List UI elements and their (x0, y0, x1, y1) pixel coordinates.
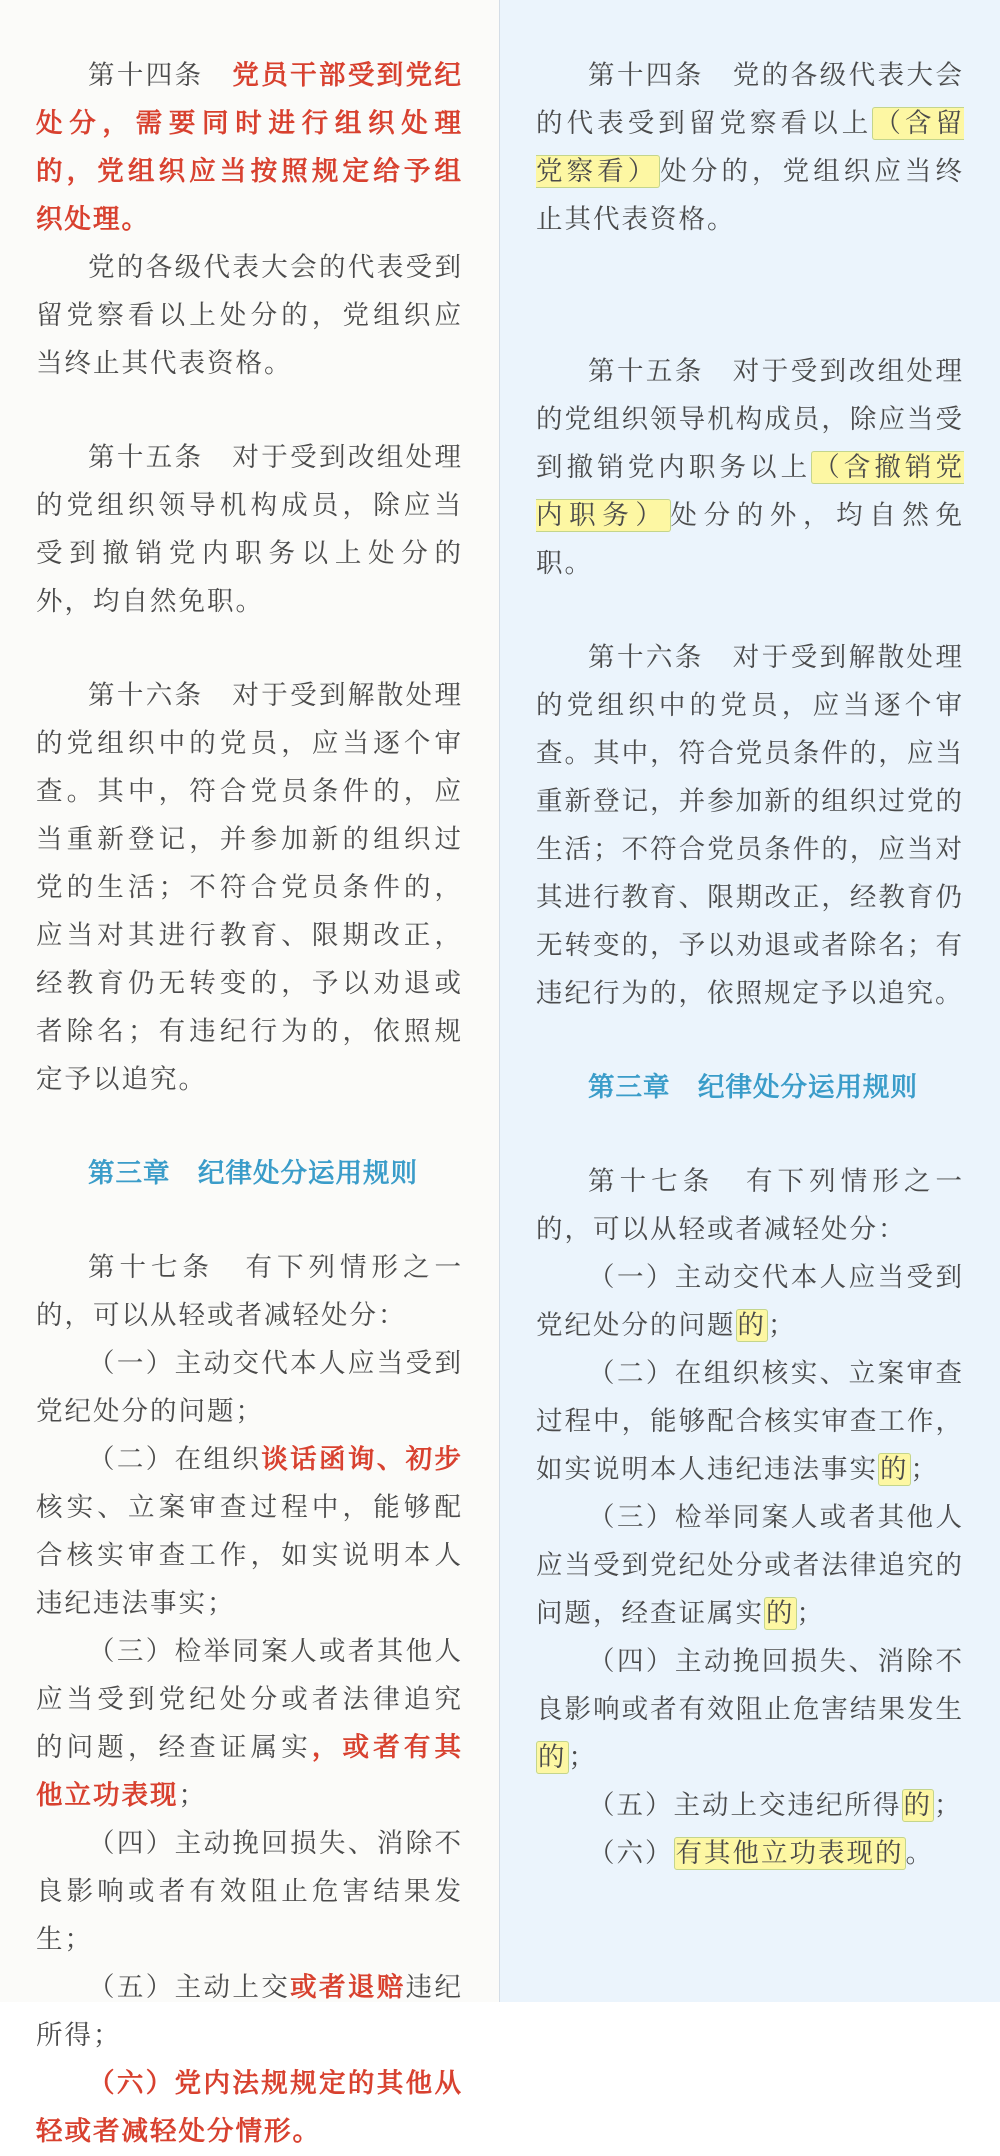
article-14-added-text: 党员干部受到党纪处分，需要同时进行组织处理的，党组织应当按照规定给予组织处理。 (36, 60, 463, 235)
item-5-text-b: 违纪所得； (36, 1972, 463, 2051)
item-6-highlight: 有其他立功表现的 (675, 1838, 904, 1869)
item-2-highlight: 的 (880, 1454, 909, 1485)
article-15-paragraph: 第十五条 对于受到改组处理的党组织领导机构成员，除应当受到撤销党内职务以上处分的外，均自然免职。 (36, 442, 463, 617)
article-14-paragraph-1 (36, 52, 463, 244)
item-5-text-a: （五）主动上交 (88, 1972, 291, 2003)
item-3-text-b: ； (796, 1598, 825, 1629)
item-4-text-a: （四）主动挽回损失、消除不良影响或者有效阻止危害结果发生 (536, 1646, 964, 1725)
article-17-item-6 (36, 2060, 463, 2156)
article-14-paragraph (536, 52, 964, 244)
item-2-text-b: ； (910, 1454, 939, 1485)
chapter-3-heading: 第三章 纪律处分运用规则 (588, 1072, 918, 1103)
article-17-item-1: （一）主动交代本人应当受到党纪处分的问题； (36, 1348, 463, 1427)
article-17-item-3 (536, 1494, 964, 1638)
spacer (536, 244, 964, 302)
article-14-heading: 第十四条 (88, 60, 233, 91)
item-2-text-a: （二）在组织核实、立案审查过程中，能够配合核实审查工作，如实说明本人违纪违法事实 (536, 1358, 964, 1485)
spacer (536, 302, 964, 348)
article-14-text-b: 处分的，党组织应当终止其代表资格。 (536, 156, 965, 235)
article-15-highlight: （含撤销党内职务） (536, 452, 965, 531)
item-3-text-a: （三）检举同案人或者其他人应当受到党纪处分或者法律追究的问题，经查证属实 (536, 1502, 964, 1629)
article-14-highlight: （含留党察看） (536, 108, 965, 187)
spacer (536, 588, 964, 634)
article-17-item-4 (536, 1638, 964, 1782)
item-4-highlight: 的 (538, 1742, 567, 1773)
spacer (36, 1104, 463, 1150)
article-17-item-2 (536, 1350, 964, 1494)
article-15-paragraph (536, 348, 964, 588)
article-15-text-b: 处分的外，均自然免职。 (536, 500, 964, 579)
item-4-text-b: ； (568, 1742, 597, 1773)
spacer (36, 1198, 463, 1244)
article-17-item-5 (536, 1782, 964, 1830)
item-3-text-a: （三）检举同案人或者其他人应当受到党纪处分或者法律追究的问题，经查证属实 (36, 1636, 463, 1763)
article-16-paragraph: 第十六条 对于受到解散处理的党组织中的党员，应当逐个审查。其中，符合党员条件的，应当重新登记，并参加新的组织过党的生活；不符合党员条件的，应当对其进行教育、限期改正，经教育仍无转变的，予以劝退或者除名；有违纪行为的，依照规定予以追究。 (36, 680, 463, 1095)
spacer (536, 1112, 964, 1158)
article-14-text-a: 第十四条 党的各级代表大会的代表受到留党察看以上 (536, 60, 964, 139)
spacer (36, 626, 463, 672)
item-2-added-text: 谈话函询、初步 (261, 1444, 463, 1475)
article-16-paragraph: 第十六条 对于受到解散处理的党组织中的党员，应当逐个审查。其中，符合党员条件的，应当重新登记，并参加新的组织过党的生活；不符合党员条件的，应当对其进行教育、限期改正，经教育仍无转变的，予以劝退或者除名；有违纪行为的，依照规定予以追究。 (536, 642, 964, 1009)
article-17-item-6 (536, 1830, 964, 1878)
article-17-paragraph: 第十七条 有下列情形之一的，可以从轻或者减轻处分： (36, 1252, 463, 1331)
item-1-text-a: （一）主动交代本人应当受到党纪处分的问题 (536, 1262, 964, 1341)
item-6-text-b: 。 (905, 1838, 934, 1869)
item-5-text-b: ； (934, 1790, 963, 1821)
item-3-text-b: ； (178, 1780, 207, 1811)
item-1-text-b: ； (768, 1310, 797, 1341)
article-17-item-3 (36, 1628, 463, 1820)
spacer (536, 1018, 964, 1064)
article-17-item-2 (36, 1436, 463, 1628)
item-6-text-a: （六） (588, 1838, 674, 1869)
article-15-text-a: 第十五条 对于受到改组处理的党组织领导机构成员，除应当受到撤销党内职务以上 (536, 356, 964, 483)
item-6-added-text: （六）党内法规规定的其他从轻或者减轻处分情形。 (36, 2068, 463, 2147)
item-5-highlight: 的 (903, 1790, 932, 1821)
chapter-3-heading: 第三章 纪律处分运用规则 (88, 1158, 418, 1189)
item-1-highlight: 的 (737, 1310, 766, 1341)
item-5-text-a: （五）主动上交违纪所得 (588, 1790, 902, 1821)
article-17-item-1 (536, 1254, 964, 1350)
item-2-text-a: （二）在组织 (88, 1444, 262, 1475)
right-column-original-text (500, 0, 1000, 2002)
article-14-paragraph-2: 党的各级代表大会的代表受到留党察看以上处分的，党组织应当终止其代表资格。 (36, 252, 463, 379)
item-2-text-b: 核实、立案审查过程中，能够配合核实审查工作，如实说明本人违纪违法事实； (36, 1492, 463, 1619)
article-17-item-5 (36, 1964, 463, 2060)
spacer (36, 388, 463, 434)
item-5-added-text: 或者退赔 (290, 1972, 406, 2003)
left-column-revised-text (0, 0, 500, 2147)
item-3-highlight: 的 (766, 1598, 795, 1629)
article-17-item-4: （四）主动挽回损失、消除不良影响或者有效阻止危害结果发生； (36, 1828, 463, 1955)
item-3-added-text: ，或者有其他立功表现 (36, 1732, 464, 1811)
article-17-paragraph: 第十七条 有下列情形之一的，可以从轻或者减轻处分： (536, 1166, 964, 1245)
